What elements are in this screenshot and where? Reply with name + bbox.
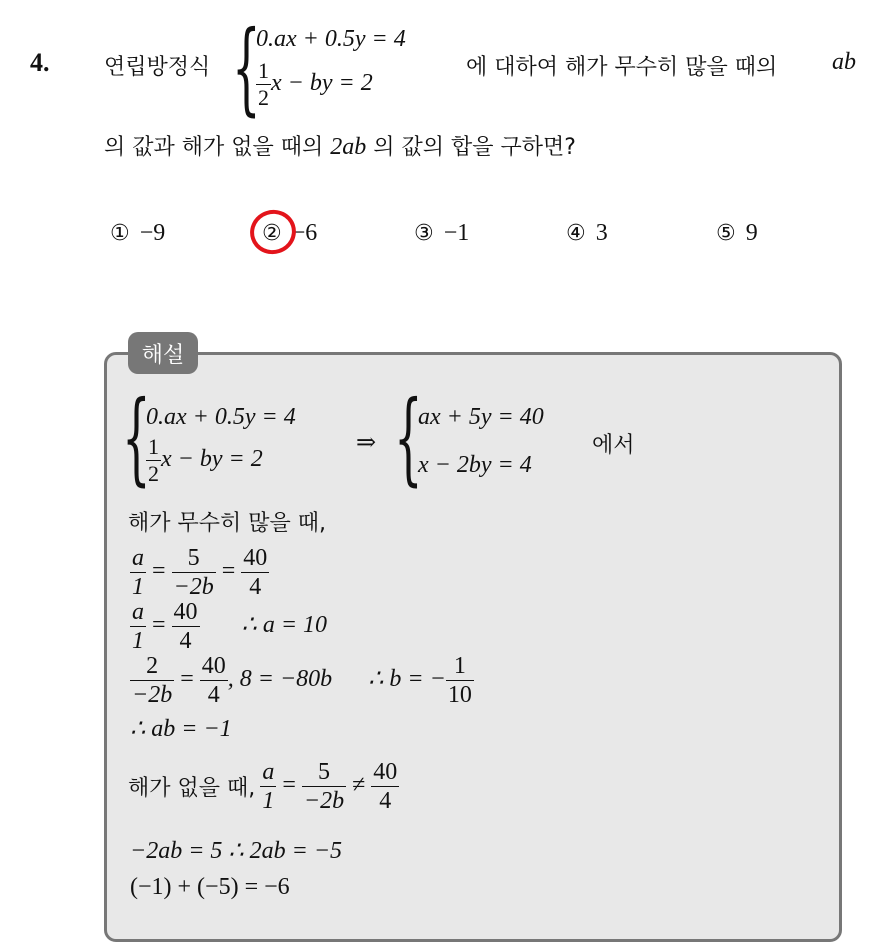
ratio-row-2: $\frac{a}{1}$ = $\frac{40}{4}$ ∴ a = 10 (132, 599, 328, 654)
answer-circle-mark (244, 204, 301, 260)
twoab-line: −2ab = 5 ∴ 2ab = −5 (130, 838, 343, 864)
choice-1[interactable]: ① −9 (110, 220, 166, 246)
ab-result: ∴ ab = −1 (130, 716, 232, 742)
exp-sys1-eq1: 0.ax + 0.5y = 4 (146, 404, 296, 430)
implies-arrow: ⇒ (356, 430, 377, 456)
question-eq1: 0.ax + 0.5y = 4 (256, 26, 406, 52)
ratio-row-1: $\frac{a}{1}$ = $\frac{5}{-2b}$ = $\frac{40}{4}$ (132, 545, 268, 600)
question-prefix: 연립방정식 (104, 55, 211, 80)
exp-eseo: 에서 (592, 433, 635, 458)
choice-5[interactable]: ⑤ 9 (716, 220, 758, 246)
choice-3[interactable]: ③ −1 (414, 220, 470, 246)
system-brace: { (232, 9, 261, 126)
exp-sys2-eq2: x − 2by = 4 (418, 452, 532, 478)
choice-2[interactable]: ② −6 (262, 220, 318, 246)
ratio-row-3: $\frac{2}{-2b}$ = $\frac{40}{4}$ , 8 = −80b ∴ b = − $\frac{1}{10}$ (132, 653, 472, 708)
exp-sys2-eq1: ax + 5y = 40 (418, 404, 544, 430)
exp-sys1-eq2: $\frac{1}{2}$ x − by = 2 (148, 434, 263, 486)
infinite-heading: 해가 무수히 많을 때, (128, 511, 326, 536)
no-solution-row: 해가 없을 때, $\frac{a}{1}$ = $\frac{5}{-2b}$ ≠ $\frac{40}{4}$ (128, 759, 398, 814)
choice-4[interactable]: ④ 3 (566, 220, 608, 246)
explanation-badge: 해설 (128, 332, 198, 374)
question-var-ab: ab (832, 49, 856, 75)
question-number: 4. (30, 48, 50, 77)
explanation-brace-left: { (122, 379, 151, 496)
explanation-brace-right: { (394, 379, 423, 496)
question-suffix: 에 대하여 해가 무수히 많을 때의 (466, 55, 778, 80)
question-eq2: $\frac{1}{2}$ x − by = 2 (258, 58, 373, 110)
question-line2: 의 값과 해가 없을 때의 2ab 의 값의 합을 구하면? (104, 134, 576, 160)
sum-line: (−1) + (−5) = −6 (130, 874, 290, 900)
